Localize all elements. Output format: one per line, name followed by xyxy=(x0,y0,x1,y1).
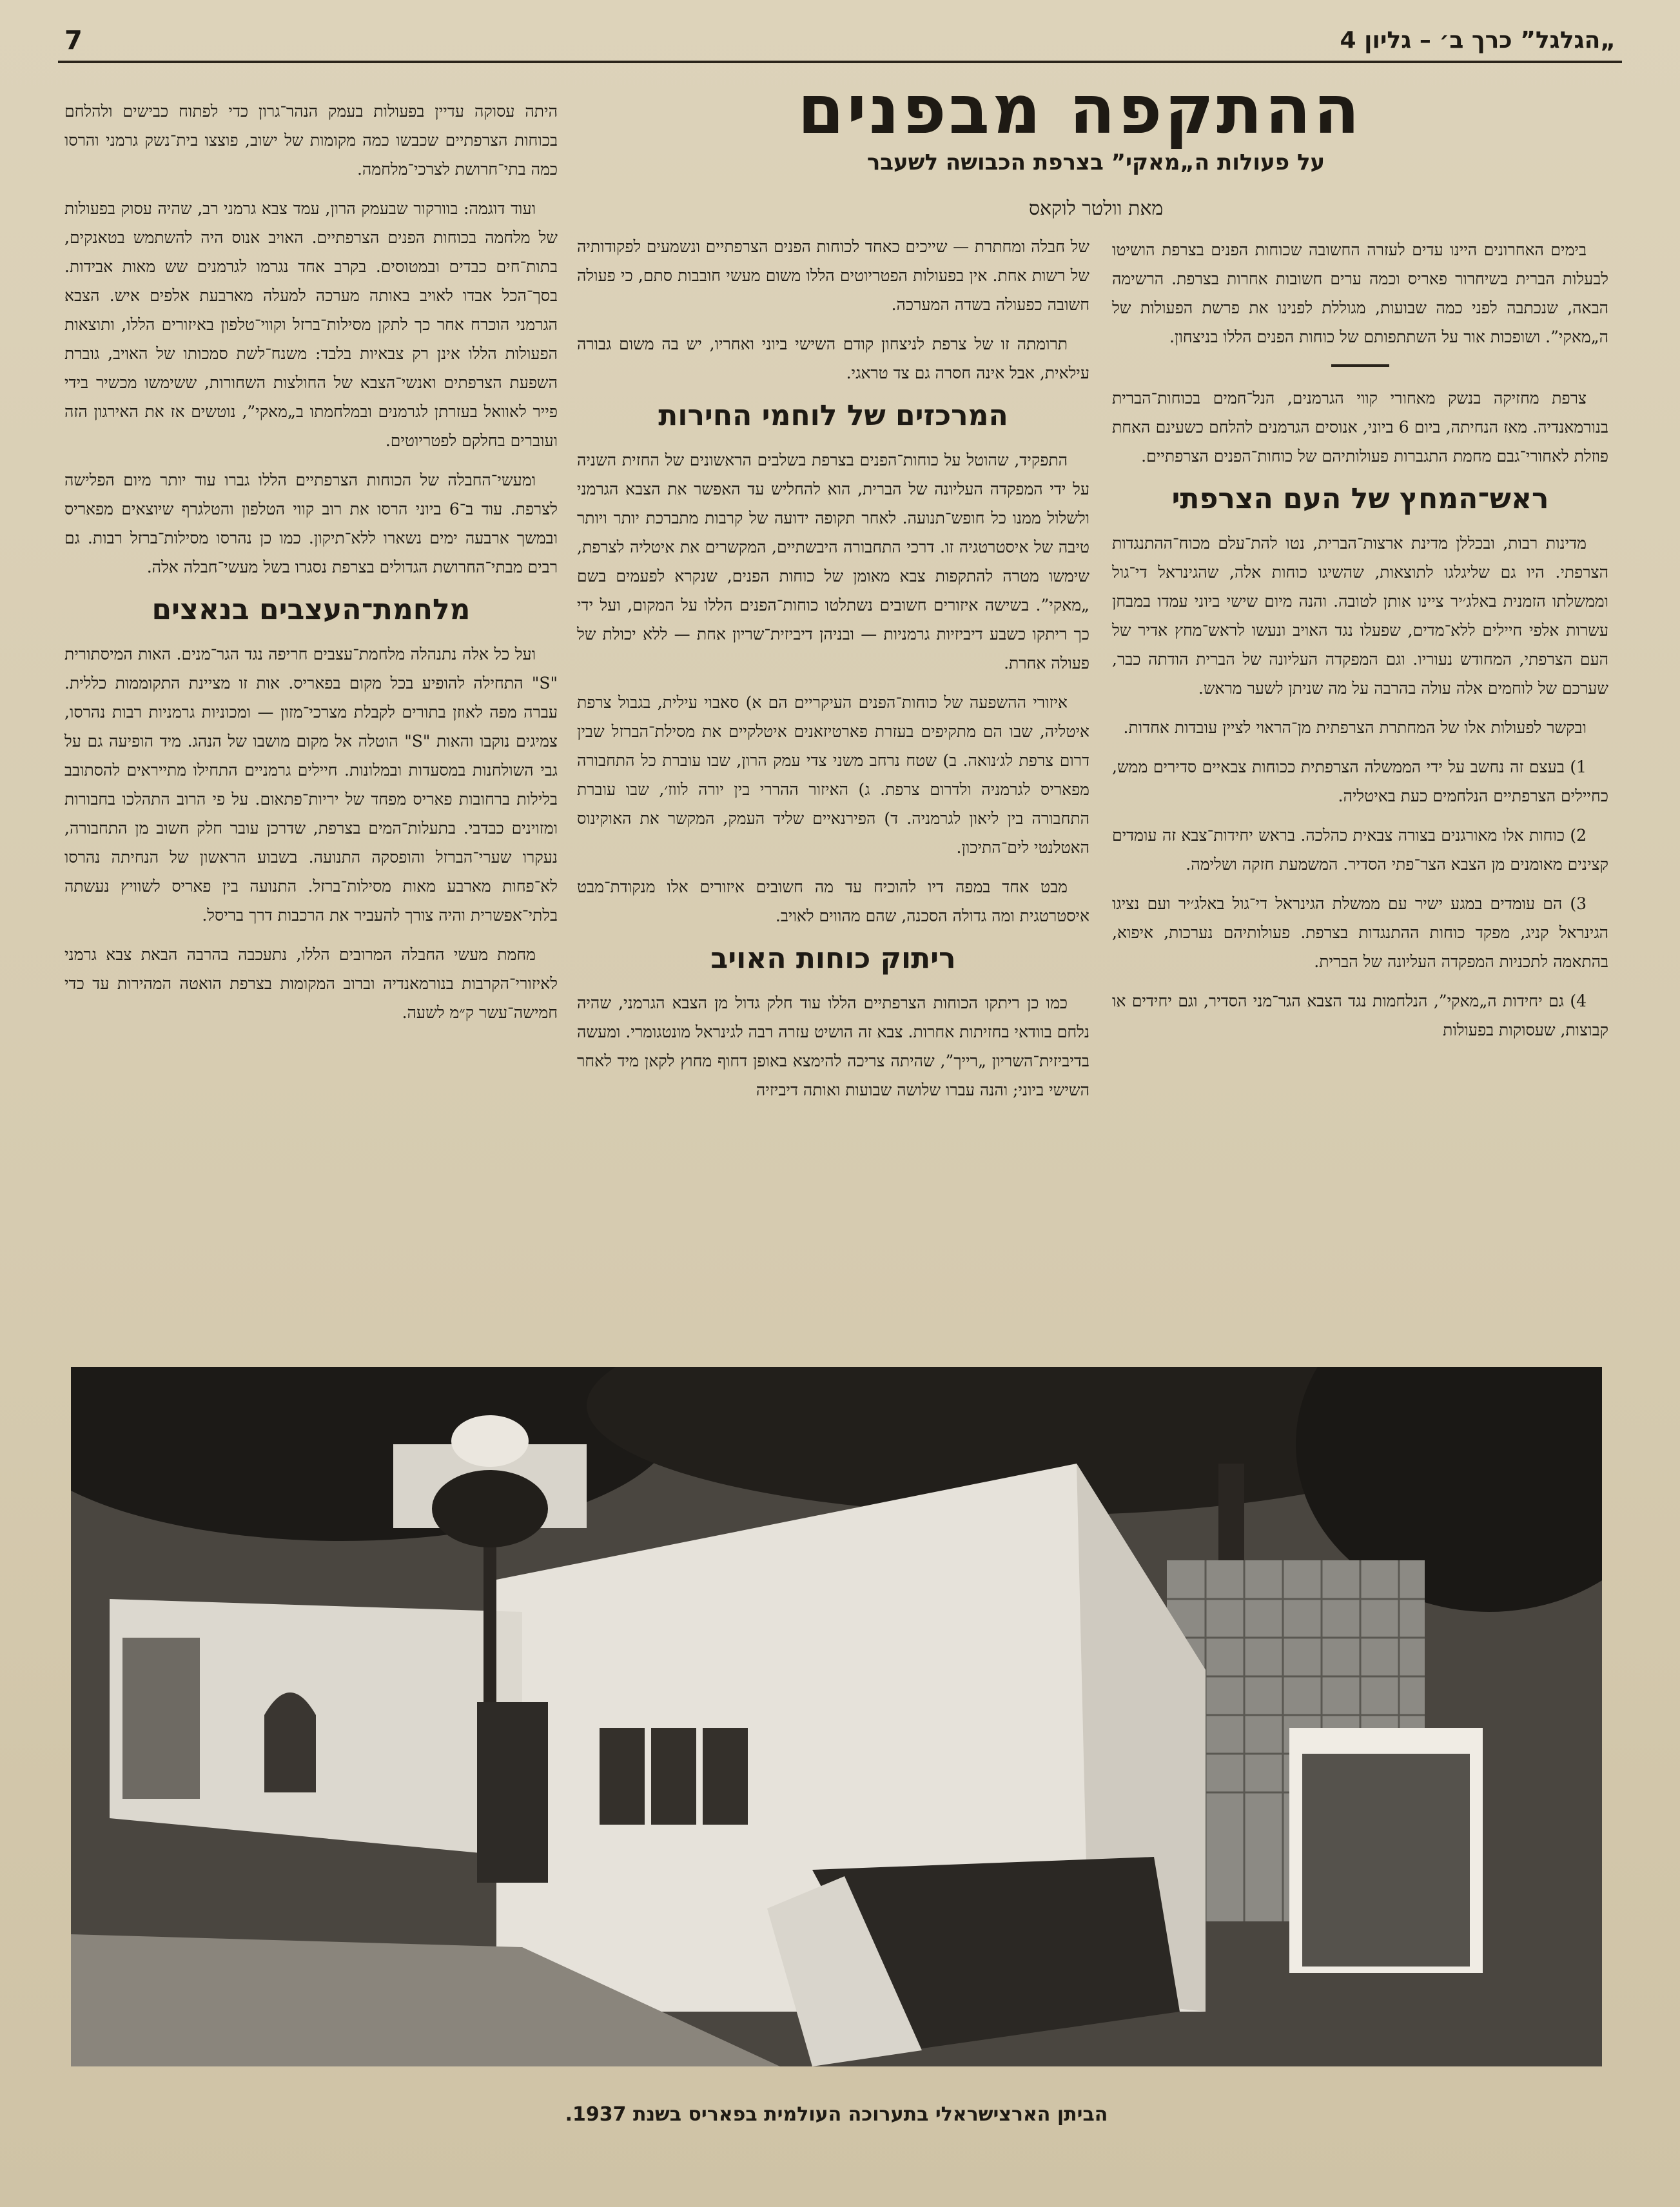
paragraph: איזורי ההשפעה של כוחות־הפנים העיקריים הם א) סאבוי עילית, בגבול צרפת איטליה, שבו הם מתקיפים בעזרת פארטיזאנים איטלקיים את מסילת־הברזל שבין דרום צרפת לג׳נואה. ב) שטח נרחב משני צדי עמק הרון, שבו עוברת כל התחבורה מפאריס לגרמניה ולדרום צרפת. ג) האיזור ההררי בין יורה לווז׳, שבו עוברת התחבורה בין ליאון לגרמניה. ד) הפירנאיים שליד העמק, המקשר את האוקינוס האטלנטי לים־התיכון. xyxy=(577,693,1090,857)
article-title: ההתקפה מבפנים xyxy=(797,70,1362,149)
article-byline: מאת וולטר לוקאס xyxy=(1028,197,1164,220)
page-header xyxy=(58,22,1622,63)
paragraph: צרפת מחזיקה בנשק מאחורי קווי הגרמנים, הנל־חמים בכוחות־הברית בנורמאנדיה. מאז הנחיתה, ביום 6 ביוני, אנוסים הגרמנים להלחם כשעינם האחת פוזלת לאחורי־גבם מחמת התגברות פעולותיהם של כוחות־הפנים הצרפתיים. xyxy=(1112,389,1608,466)
paragraph: בימים האחרונים היינו עדים לעזרה החשובה שכוחות הפנים בצרפת הושיטו לבעלות הברית בשיחרור פאריס וכמה ערים חשובות אחרות בצרפת. הרשימה הבאה, שנכתבה לפני כמה שבועות, מגוללת לפנינו את פרשת הפעולות של ה„מאקי”. ושופכות אור על השתתפותם של כוחות הפנים הללו בניצחון. xyxy=(1112,240,1608,346)
paragraph: מדינות רבות, ובכללן מדינת ארצות־הברית, נטו להת־עלם מכוח־ההתנגדות הצרפתי. היו גם שליגלגו לתוצאות, שהשיגו כוחות אלה, שהגינראל די־גול וממשלתו הזמנית באלג׳יר ציינו אותן לטובה. והנה מיום שישי ביוני עמדו במבחן עשרות אלפי חיילים ללא־מדים, שפעלו נגד האויב ונעשו לראש־מחץ אדיר של העם הצרפתי, המחודש נעוריו. וגם המפקדה העליונה של הברית הודתה כבר, שערכם של לוחמים אלה עולה בהרבה על מה שניתן לשער מראש. xyxy=(1112,534,1608,698)
column-middle xyxy=(577,232,1089,1115)
section-heading: ריתוק כוחות האויב xyxy=(710,942,956,975)
column-right xyxy=(1112,235,1608,1055)
paragraph: היתה עסוקה עדיין בפעולות בעמק הנהר־גרון כדי לפתוח כבישים ולהלחם בכוחות הצרפתיים שכבשו כמה מקומות של ישוב, פוצצו בית־נשק גרמני והרסו כמה בתי־חרושת לצרכי־מלחמה. xyxy=(64,102,558,179)
paragraph: 1) בעצם זה נחשב על ידי הממשלה הצרפתית ככוחות צבאיים סדירים ממש, כחיילים הצרפתיים הנלחמים כעת באיטליה. xyxy=(1112,758,1608,805)
paragraph: ועוד דוגמה: בוורקור שבעמק הרון, עמד צבא גרמני רב, שהיה עסוק בפעולות של מלחמה בכוחות הפנים הצרפתיים. האויב אנוס היה להשתמש בטאנקים, בתות־חים כבדים ובמטוסים. בקרב אחד נגרמו לגרמנים שש מאות אבידות. בסך־הכל אבדו לאויב באותה מערכה למעלה מארבעת אלפים איש. הצבא הגרמני הוכרח אחר כך לתקן מסילות־ברזל וקווי־טלפון באיזורים הללו, ותוצאות הפעולות הללו אינן רק צבאיות בלבד: משנח־לשת סמכותו של האויב, גוברת השפעת הצרפתים ואנשי־הצבא של החולצות השחורות, ששימשו מכשיר בידי פייר לאוואל בעזרתן לגרמנים ובמלחמתו ב„מאקי”, נוטשים אז את האירגון הזה ועוברים בחלקם לפטריוטים. xyxy=(64,199,558,450)
paragraph: ובקשר לפעולות אלו של המחתרת הצרפתית מן־הראוי לציין עובדות אחדות. xyxy=(1123,718,1587,737)
paragraph: מבט אחד במפה דיו להוכיח עד מה חשובים איזורים אלו מנקודת־מבט איסטרטגית ומה גדולה הסכנה, שהם מהווים לאויב. xyxy=(577,878,1089,925)
paragraph: 4) גם יחידות ה„מאקי”, הנלחמות נגד הצבא הגר־מני הסדיר, וגם יחידים או קבוצות, שעסוקות בפעולות xyxy=(1112,992,1608,1039)
paragraph: מחמת מעשי החבלה המרובים הללו, נתעכבה בהרבה הבאת צבא גרמני לאיזורי־הקרבות בנורמאנדיה וברוב המקומות בצרפת הואטה המהירות עד כדי חמישה־עשר ק״מ לשעה. xyxy=(64,945,558,1022)
column-left xyxy=(64,97,558,1037)
divider xyxy=(1331,364,1389,367)
paragraph: 2) כוחות אלו מאורגנים בצורה צבאית כהלכה. בראש יחידות־צבא זה עומדים קצינים מאומנים מן הצבא הצר־פתי הסדיר. המשמעת חזקה ושלימה. xyxy=(1112,826,1608,874)
photo-caption: הביתן הארצישראלי בתערוכה העולמית בפאריס בשנת 1937. xyxy=(565,2103,1108,2126)
paragraph: 3) הם עומדים במגע ישיר עם ממשלת הגינראל די־גול באלג׳יר ועם נציגו הגינראל קניג, מפקד כוחות ההתנגדות בצרפת. פעולותיהם נערכות, איפוא, בהתאמה לתכניות המפקדה העליונה של הברית. xyxy=(1112,894,1608,971)
section-heading: ראש־המחץ של העם הצרפתי xyxy=(1171,482,1549,515)
issue-label: „הגלגל” כרך ב׳ – גליון 4 xyxy=(1340,27,1616,54)
pavilion-photo-drawing xyxy=(71,1367,1602,2066)
paragraph: כמו כן ריתקו הכוחות הצרפתיים הללו עוד חלק גדול מן הצבא הגרמני, שהיה נלחם בוודאי בחזיתות אחרות. צבא זה הושיט עזרה רבה לגינראל מונטגומרי. ומעשה בדיביזית־השריון „רייך”, שהיתה צריכה להימצא באופן דחוף מחוץ לקאן מיד לאחר השישי ביוני; והנה עברו שלושה שבועות ואותה דיביזיה xyxy=(577,994,1089,1099)
pavilion-photo xyxy=(71,1367,1602,2066)
paragraph: ועל כל אלה נתנהלה מלחמת־עצבים חריפה נגד הגר־מנים. האות המיסתורית "S" התחילה להופיע בכל מקום בפאריס. אות זו מציינת התקוממות כללית. עברה מפה לאוזן בתורים לקבלת מצרכי־מזון — ומכוניות גרמניות רבות נהרסו, צמיגים נוקבו והאות "S" הוטלה אל מקום מושבו של הנהג. מיד הופיעה גם על גבי השולחנות במסעדות ובמלונות. חיילים גרמניים התחילו מתייראים להסתובב בלילות ברחובות פאריס מפחד של יריות־פתאום. על פי הרוב התהלכו בחבורות ומזוינים כבדבי. בתעלות־המים בצרפת, שדרכן עובר חלק חשוב מן התחבורה, נעקרו שערי־הברזל והופסקה התנועה. בשבוע הראשון של הנחיתה נהרסו לא־פחות מארבע מאות מסילות־ברזל. התנועה בין פאריס לשוויץ נעשתה בלתי־אפשרית והיה צורך להעביר את הרכבות דרך בריסל. xyxy=(64,645,558,925)
article-subtitle: על פעולות ה„מאקי” בצרפת הכבושה לשעבר xyxy=(866,150,1325,175)
section-heading: המרכזים של לוחמי החירות xyxy=(658,399,1008,432)
paragraph: תרומתה זו של צרפת לניצחון קודם השישי ביוני ואחריו, יש בה משום גבורה עילאית, אבל אינה חסרה גם צד טראגי. xyxy=(577,335,1089,382)
section-heading: מלחמת־העצבים בנאצים xyxy=(151,593,471,626)
page-number: 7 xyxy=(64,26,83,55)
paragraph: של חבלה ומחתרת — שייכים כאחד לכוחות הפנים הצרפתיים ונשמעים לפקודותיה של רשות אחת. אין בפעולות הפטריוטים הללו משום מעשי חובבות סתם, כי פעולה חשובה כפעולה בשדה המערכה. xyxy=(577,237,1089,314)
paragraph: התפקיד, שהוטל על כוחות־הפנים בצרפת בשלבים הראשונים של החזית השניה על ידי המפקדה העליונה של הברית, הוא להחליש עד האפשר את הצבא הגרמני ולשלול ממנו כל חופש־תנועה. לאחר תקופה ידועה של קרבות מתברכת יותר ויותר טיבה של איסטרטגיה זו. דרכי התחבורה היבשתיים, המקשרים את איטליה לצרפת, שימשו מטרה להתקפות צבא מאומן של כוחות הפנים, שנקרא לפעמים בשם „מאקי”. בשישה איזורים חשובים נשתלטו כוחות־הפנים הללו על המקום, ועל ידי כך ריתקו כשבע דיביזיות גרמניות — ובניהן דיביזית־שריון אחת — ללא יכולת של פעולה אחרת. xyxy=(577,451,1089,672)
paragraph: ומעשי־החבלה של הכוחות הצרפתיים הללו גברו עוד יותר מיום הפלישה לצרפת. עוד ב־6 ביוני הרסו את רוב קווי הטלפון והטלגרף שיוצאים מפאריס ובמשך ארבעה ימים נשארו ללא־תיקון. כמו כן נהרסו מסילות־ברזל רבות. גם רבים מבתי־החרושת הגדולים בצרפת נסגרו בשל מעשי־חבלה אלה. xyxy=(64,471,558,576)
